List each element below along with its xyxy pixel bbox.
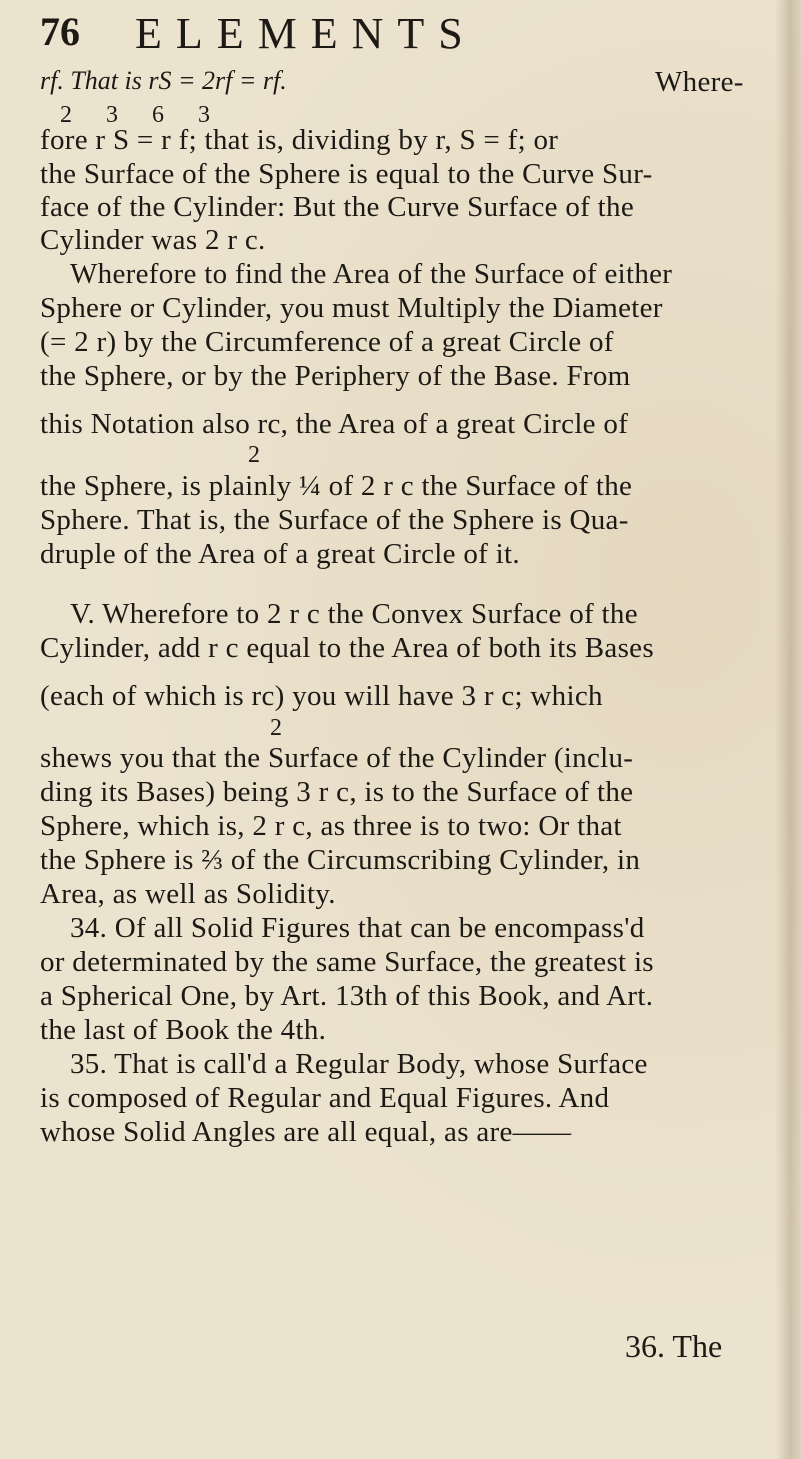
formula-denominators: 2 3 6 3 [60, 102, 224, 128]
page-edge-shadow [775, 0, 801, 1459]
text-line: or determinated by the same Surface, the greatest is [40, 946, 654, 978]
text-line: ding its Bases) being 3 r c, is to the Surface of the [40, 776, 634, 808]
text-line: the Surface of the Sphere is equal to the Curve Sur- [40, 158, 653, 190]
section-heading-line: V. Wherefore to 2 r c the Convex Surface of the [70, 598, 638, 630]
formula-numerators: rf. That is rS = 2rf = rf. [40, 66, 287, 95]
text-line: Sphere or Cylinder, you must Multiply the Diameter [40, 292, 663, 324]
text-line: this Notation also rc, the Area of a great Circle of [40, 408, 629, 440]
text-line: druple of the Area of a great Circle of it. [40, 538, 520, 570]
text-line: the Sphere is ⅔ of the Circumscribing Cylinder, in [40, 844, 641, 876]
article-35-line: 35. That is call'd a Regular Body, whose Surface [70, 1048, 648, 1080]
text-line: Cylinder, add r c equal to the Area of both its Bases [40, 632, 654, 664]
text-line: the last of Book the 4th. [40, 1014, 327, 1046]
text-line: whose Solid Angles are all equal, as are—— [40, 1116, 572, 1148]
formula-trailing-word: Where- [655, 66, 744, 98]
text-line: fore r S = r f; that is, dividing by r, S = f; or [40, 124, 559, 156]
text-line: Sphere. That is, the Surface of the Sphere is Qua- [40, 504, 629, 536]
text-line: Area, as well as Solidity. [40, 878, 336, 910]
catchword: 36. The [625, 1328, 723, 1364]
page-header [40, 8, 760, 68]
text-line: shews you that the Surface of the Cylinder (inclu- [40, 742, 634, 774]
text-line: the Sphere, is plainly ¼ of 2 r c the Surface of the [40, 470, 633, 502]
text-line: is composed of Regular and Equal Figures. And [40, 1082, 610, 1114]
text-line: Cylinder was 2 r c. [40, 224, 266, 256]
text-line: the Sphere, or by the Periphery of the Base. From [40, 360, 631, 392]
text-line: a Spherical One, by Art. 13th of this Book, and Art. [40, 980, 654, 1012]
page-number: 76 [40, 9, 80, 54]
text-line: face of the Cylinder: But the Curve Surface of the [40, 191, 634, 223]
text-line: (= 2 r) by the Circumference of a great Circle of [40, 326, 614, 358]
text-line: Sphere, which is, 2 r c, as three is to two: Or that [40, 810, 622, 842]
text-line: Wherefore to find the Area of the Surface of either [70, 258, 673, 290]
article-34-line: 34. Of all Solid Figures that can be encompass'd [70, 912, 645, 944]
text-line: (each of which is rc) you will have 3 r c; which [40, 680, 603, 712]
running-title: ELEMENTS [135, 9, 477, 58]
fraction-denominator: 2 [270, 715, 282, 741]
fraction-denominator: 2 [248, 442, 260, 468]
